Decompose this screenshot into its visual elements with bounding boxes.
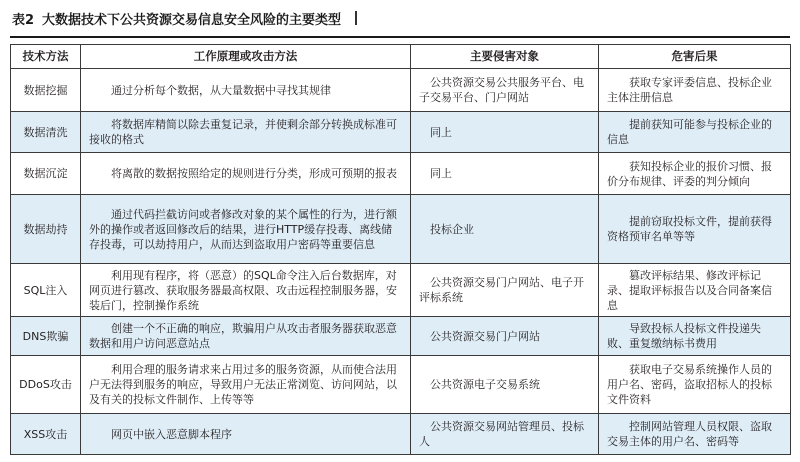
table-caption — [12, 6, 790, 30]
cell-target: 公共资源交易门户网站、电子开评标系统 — [411, 264, 599, 317]
cell-method: SQL注入 — [11, 264, 81, 317]
header-principle: 工作原理或攻击方法 — [81, 45, 411, 69]
caption-rule — [10, 36, 790, 38]
cell-consequence: 篡改评标结果、修改评标记录、提取评标报告以及合同备案信息 — [599, 264, 791, 317]
table-number: 表2 — [12, 12, 35, 28]
cell-method: DDoS攻击 — [11, 356, 81, 414]
cell-target: 公共资源交易公共服务平台、电子交易平台、门户网站 — [411, 69, 599, 112]
cell-principle: 网页中嵌入恶意脚本程序 — [81, 414, 411, 455]
table-row — [11, 112, 791, 153]
cell-target: 公共资源电子交易系统 — [411, 356, 599, 414]
table-row — [11, 153, 791, 195]
cell-target: 公共资源交易网站管理员、投标人 — [411, 414, 599, 455]
cell-method: 数据挖掘 — [11, 69, 81, 112]
cell-consequence: 获取电子交易系统操作人员的用户名、密码，盗取招标人的投标文件资料 — [599, 356, 791, 414]
cell-method: 数据清洗 — [11, 112, 81, 153]
header-row — [11, 45, 791, 69]
header-consequence: 危害后果 — [599, 45, 791, 69]
cell-consequence: 获取专家评委信息、投标企业主体注册信息 — [599, 69, 791, 112]
caption-bar — [355, 11, 357, 25]
cell-principle: 通过代码拦截访问或者修改对象的某个属性的行为，进行额外的操作或者返回修改后的结果，进行HTTP缓存投毒、离线储存投毒，可以劫持用户，从而达到盗取用户密码等重要信息 — [81, 195, 411, 264]
cell-consequence: 控制网站管理人员权限、盗取交易主体的用户名、密码等 — [599, 414, 791, 455]
table-row — [11, 195, 791, 264]
table-row — [11, 317, 791, 356]
table-row — [11, 69, 791, 112]
table-row — [11, 356, 791, 414]
cell-consequence: 导致投标人投标文件投递失败、重复缴纳标书费用 — [599, 317, 791, 356]
cell-method: 数据劫持 — [11, 195, 81, 264]
cell-method: DNS欺骗 — [11, 317, 81, 356]
cell-target: 投标企业 — [411, 195, 599, 264]
cell-consequence: 提前窃取投标文件，提前获得资格预审名单等等 — [599, 195, 791, 264]
cell-consequence: 获知投标企业的报价习惯、报价分布规律、评委的判分倾向 — [599, 153, 791, 195]
cell-principle: 利用现有程序，将（恶意）的SQL命令注入后台数据库，对网页进行篡改、获取服务器最高权限、攻击远程控制服务器，安装后门，控制操作系统 — [81, 264, 411, 317]
table-row — [11, 414, 791, 455]
table-title: 大数据技术下公共资源交易信息安全风险的主要类型 — [42, 12, 342, 28]
header-target: 主要侵害对象 — [411, 45, 599, 69]
table-row — [11, 264, 791, 317]
cell-method: XSS攻击 — [11, 414, 81, 455]
cell-target: 公共资源交易门户网站 — [411, 317, 599, 356]
cell-principle: 将离散的数据按照给定的规则进行分类，形成可预期的报表 — [81, 153, 411, 195]
cell-method: 数据沉淀 — [11, 153, 81, 195]
cell-principle: 创建一个不正确的响应，欺骗用户从攻击者服务器获取恶意数据和用户访问恶意站点 — [81, 317, 411, 356]
cell-target: 同上 — [411, 112, 599, 153]
cell-principle: 通过分析每个数据，从大量数据中寻找其规律 — [81, 69, 411, 112]
header-method: 技术方法 — [11, 45, 81, 69]
cell-principle: 将数据库精简以除去重复记录，并使剩余部分转换成标准可接收的格式 — [81, 112, 411, 153]
cell-principle: 利用合理的服务请求来占用过多的服务资源，从而使合法用户无法得到服务的响应，导致用户无法正常浏览、访问网站，以及有关的投标文件制作、上传等等 — [81, 356, 411, 414]
risk-types-table — [10, 44, 791, 455]
cell-consequence: 提前获知可能参与投标企业的信息 — [599, 112, 791, 153]
cell-target: 同上 — [411, 153, 599, 195]
